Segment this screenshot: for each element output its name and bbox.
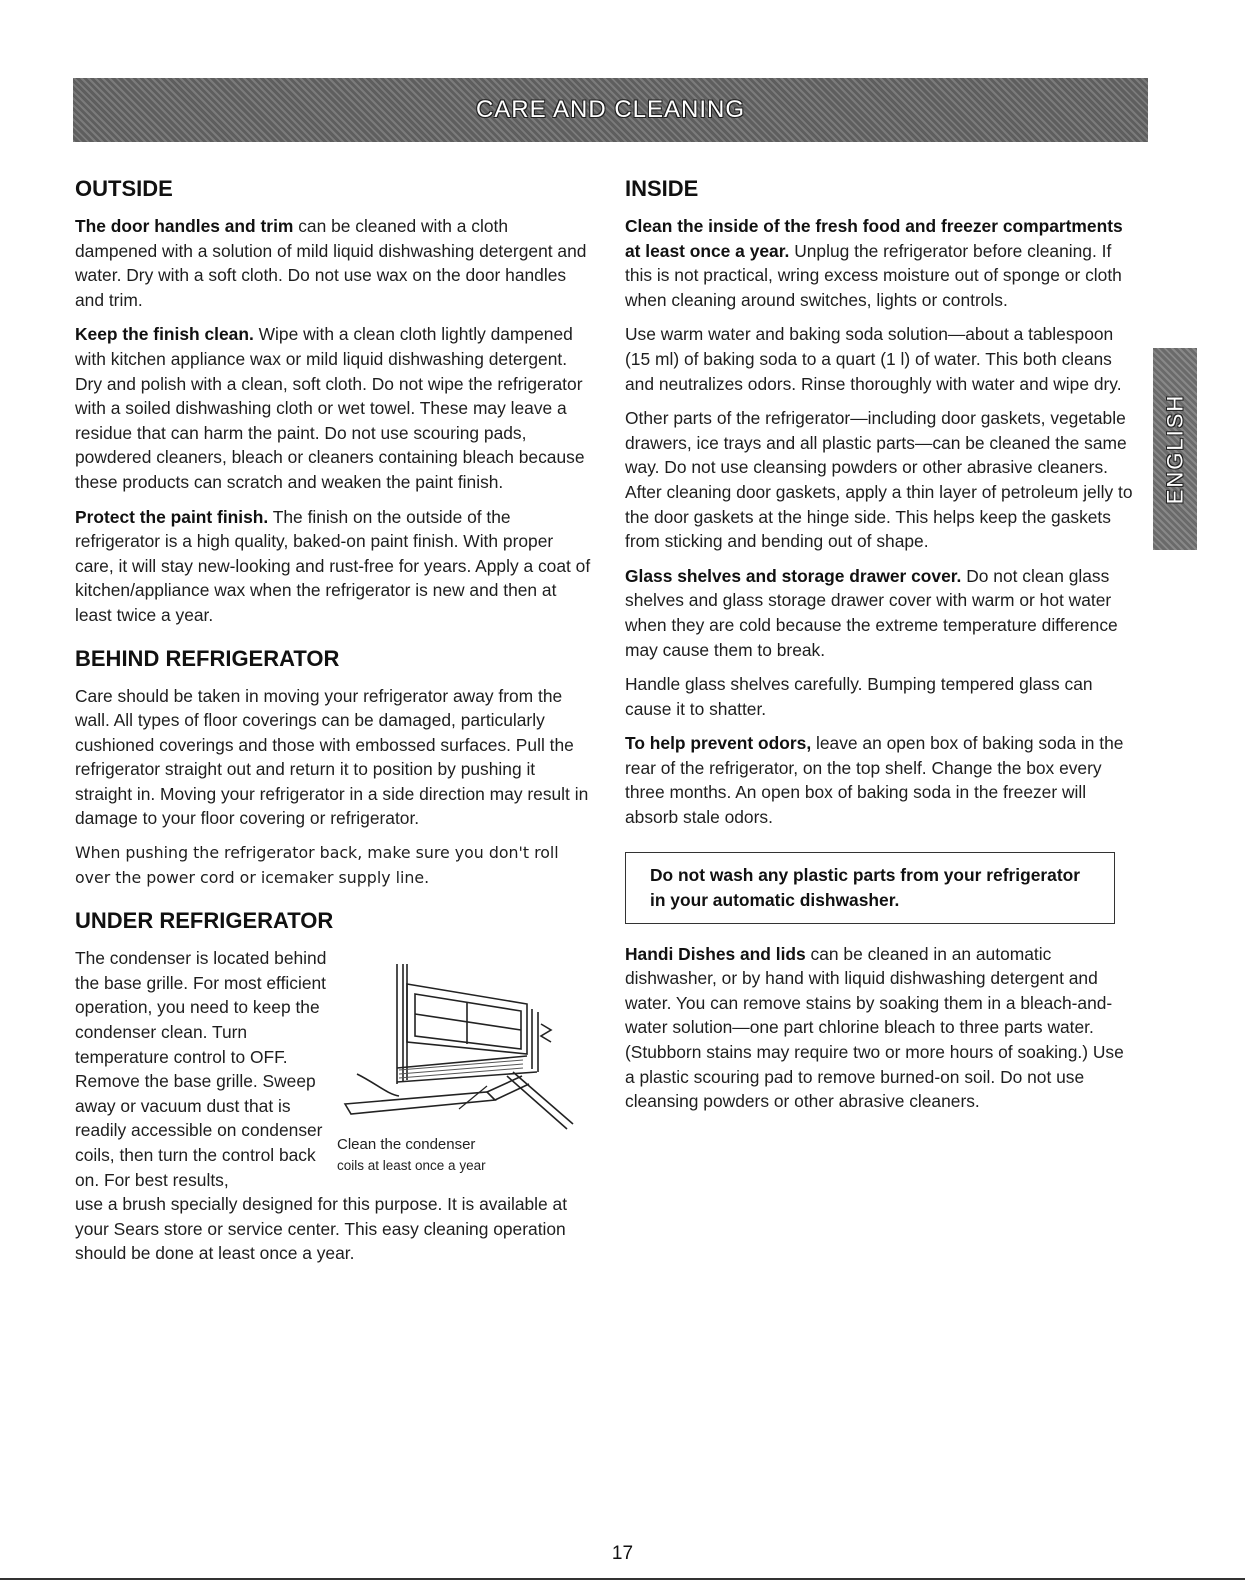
inside-paragraph-other-parts: Other parts of the refrigerator—including door gaskets, vegetable drawers, ice trays and all plastic parts—can be cleaned the same way. Do not use cleansing powders or other abrasive cleaners. After cleaning door gaskets, apply a thin layer of petroleum jelly to the door gaskets at the hinge side. This helps keep the gaskets from sticking and bending out of shape. [625, 408, 1133, 552]
under-heading: UNDER REFRIGERATOR [75, 908, 334, 934]
inside-paragraph-clean [625, 214, 1135, 312]
outside-paragraph-protect [75, 505, 595, 628]
inside-odors-lead: To help prevent odors, [625, 733, 812, 754]
inside-glass-lead: Glass shelves and storage drawer cover. [625, 565, 962, 586]
outside-protect-text: The finish on the outside of the refrigerator is a high quality, baked-on paint finish. With proper care, it will stay new-looking and rust-free for years. Apply a coat of kitchen/appliance wax when the refrigerator is new and then at least twice a year. [75, 506, 591, 625]
outside-finish-text: Wipe with a clean cloth lightly dampened with kitchen appliance wax or mild liquid dishwashing detergent. Dry and polish with a clean, soft cloth. Do not wipe the refrigerator with a soiled dishwashing cloth or wet towel. These may leave a residue that can harm the paint. Do not use scouring pads, powdered cleaners, bleach or cleaners containing bleach because these products can scratch and weaken the paint finish. [75, 324, 585, 492]
outside-paragraph-handles [75, 214, 595, 312]
inside-clean-text: Unplug the refrigerator before cleaning. If this is not practical, wring excess moisture out of sponge or cloth when cleaning around switches, lights or controls. [625, 240, 1122, 310]
inside-odors-text: leave an open box of baking soda in the rear of the refrigerator, on the top shelf. Change the box every three months. An open box of baking soda in the freezer will absorb stale odors. [625, 733, 1124, 828]
caption-line-2: coils at least once a year [337, 1158, 486, 1174]
bottom-rule [0, 1578, 1245, 1580]
inside-paragraph-baking-soda: Use warm water and baking soda solution—about a tablespoon (15 ml) of baking soda to a quart (1 l) of water. This both cleans and neutralizes odors. Rinse thoroughly with water and wipe dry. [625, 324, 1122, 394]
outside-handles-text: can be cleaned with a cloth dampened with a solution of mild liquid dishwashing detergent and water. Dry with a soft cloth. Do not use wax on the door handles and trim. [75, 216, 587, 310]
language-tab-label: ENGLISH [1162, 393, 1187, 505]
condenser-illustration [337, 964, 587, 1174]
warning-notice-box [625, 852, 1115, 924]
under-paragraph-rest: use a brush specially designed for this purpose. It is available at your Sears store or service center. This easy cleaning operation should be done at least once a year. [75, 1194, 568, 1264]
inside-heading: INSIDE [625, 176, 699, 201]
inside-handi-text: can be cleaned in an automatic dishwasher, or by hand with liquid dishwashing detergent and water. You can remove stains by soaking them in a bleach-and-water solution—one part chlorine bleach to three parts water. (Stubborn stains may require two or more hours of soaking.) Use a plastic scouring pad to remove burned-on soil. Do not use cleansing powders or other abrasive cleaners. [625, 943, 1124, 1112]
caption-line-1: Clean the condenser [337, 1136, 476, 1154]
warning-notice-text: Do not wash any plastic parts from your refrigerator in your automatic dishwasher. [650, 864, 1081, 910]
left-column [75, 176, 595, 1276]
outside-finish-lead: Keep the finish clean. [75, 324, 254, 345]
inside-paragraph-handle-glass: Handle glass shelves carefully. Bumping tempered glass can cause it to shatter. [625, 674, 1093, 719]
inside-paragraph-handi-dishes [625, 942, 1135, 1114]
under-section [75, 946, 595, 1266]
right-column [625, 176, 1135, 1124]
page-title: CARE AND CLEANING [475, 96, 746, 123]
illustration-caption [337, 1134, 587, 1176]
behind-paragraph-cord: When pushing the refrigerator back, make sure you don't roll over the power cord or icemaker supply line. [75, 843, 559, 887]
behind-paragraph-moving: Care should be taken in moving your refrigerator away from the wall. All types of floor coverings can be damaged, particularly cushioned coverings and those with embossed surfaces. Pull the refrigerator straight out and return it to position by pushing it straight in. Moving your refrigerator in a side direction may result in damage to your floor covering or refrigerator. [75, 685, 589, 829]
section-banner [73, 78, 1148, 142]
behind-heading: BEHIND REFRIGERATOR [75, 645, 340, 671]
refrigerator-base-drawing [337, 964, 587, 1134]
inside-paragraph-glass [625, 564, 1135, 662]
inside-handi-lead: Handi Dishes and lids [625, 943, 806, 964]
page-number: 17 [611, 1543, 634, 1564]
language-tab [1153, 348, 1197, 550]
outside-protect-lead: Protect the paint finish. [75, 506, 269, 527]
under-paragraph-wrap: The condenser is located behind the base grille. For most efficient operation, you need to keep the condenser clean. Turn temperature control to OFF. Remove the base grille. Sweep away or vacuum dust that is readily accessible on condenser coils, then turn the control back on. For best results, [75, 948, 327, 1190]
outside-paragraph-finish [75, 322, 595, 494]
inside-glass-text: Do not clean glass shelves and glass storage drawer cover with warm or hot water when they are cold because the extreme temperature difference may cause them to break. [625, 565, 1118, 660]
outside-handles-lead: The door handles and trim [75, 216, 294, 236]
outside-heading: OUTSIDE [75, 176, 173, 201]
inside-paragraph-odors [625, 731, 1135, 829]
inside-clean-lead: Clean the inside of the fresh food and freezer compartments at least once a year. [625, 216, 1123, 261]
